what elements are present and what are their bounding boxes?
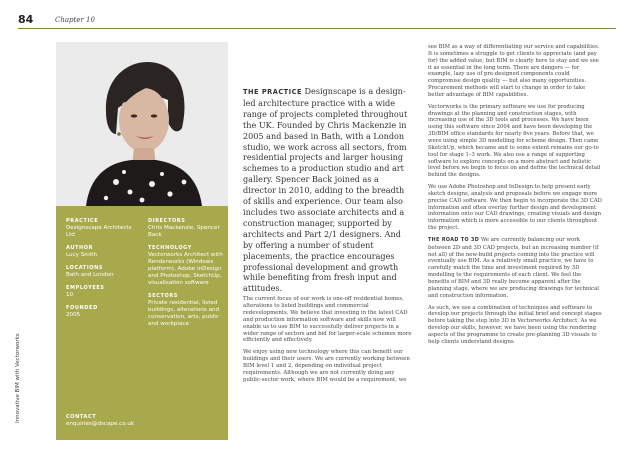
body-paragraph: Vectorworks is the primary software we use for producing drawings at the planning and construction stages, with increasing use of the 3D tools and processes. We have been using this software since 2004 and have been developing the 3D/BIM office standards for nearly five years. Before that, we were using simple 3D modelling for scheme design. Then came SketchUp, which became and to some extent remains our go-to tool for stage 1–3 work. We also use a range of supporting software to explore concepts on a more abstract and holistic level before we begin to focus on and define the technical detail behind the designs. bbox=[428, 103, 601, 179]
locations-label: LOCATIONS bbox=[66, 265, 104, 271]
sectors-value: Private residential, listed buildings, alterations and conservation, arts, public and workplace bbox=[148, 300, 220, 327]
founded-value: 2005 bbox=[66, 312, 81, 318]
directors-value: Chris Mackenzie, Spencer Back bbox=[148, 225, 220, 238]
header-rule bbox=[18, 28, 616, 29]
contact-email[interactable]: enquiries@dscape.co.uk bbox=[66, 421, 135, 427]
directors-label: DIRECTORS bbox=[148, 218, 186, 224]
page-number: 84 bbox=[18, 13, 34, 26]
body-paragraph: We use Adobe Photoshop and InDesign to help present early sketch designs, analysis and proposals before we engage more precise CAD software. We then begin to incorporate the 3D CAD information and often overlay further design and development information onto our CAD drawings, creating visuals and design information which is more accessible to our clients throughout the project. bbox=[428, 184, 602, 232]
road-to-3d-paragraph bbox=[428, 237, 602, 300]
contact-label: CONTACT bbox=[66, 414, 97, 420]
profile-panel bbox=[56, 42, 228, 440]
intro-text: Designscape is a design-led architecture practice with a wide range of projects completed throughout the UK. Founded by Chris Mackenzie in 2005 and based in Bath, with a London studio, we work across all sectors, from residential projects and larger housing schemes to a production studio and art gallery. Spencer Back joined as a director in 2010, adding to the breadth of skills and experience. Our team also includes two associate architects and a construction manager, supported by architects and Part 2/1 designers. And by offering a number of student placements, the practice encourages professional development and growth while benefiting from fresh input and attitudes. bbox=[243, 86, 408, 294]
locations-value: Bath and London bbox=[66, 272, 114, 278]
body-paragraph: The current focus of our work is one-off residential homes, alterations to listed buildings and commercial redevelopments. We believe that investing in the latest CAD and production information software and skills now will enable us to use BIM to successfully deliver projects in a wider range of sectors and bid for larger-scale schemes more efficiently and effectively. bbox=[243, 296, 412, 344]
contact-block bbox=[66, 408, 222, 428]
intro-paragraph bbox=[243, 86, 413, 294]
running-side-title: Innovative BIM with Vectorworks bbox=[15, 333, 21, 423]
founded-label: FOUNDED bbox=[66, 305, 98, 311]
practice-label: PRACTICE bbox=[66, 218, 99, 224]
employees-label: EMPLOYEES bbox=[66, 285, 105, 291]
body-paragraph: see BIM as a way of differentiating our service and capabilities. It is sometimes a struggle to get clients to appreciate (and pay for) the added value, but BIM is clearly here to stay and we see it as essential in the long term. There are dangers — for example, lazy use of pre-designed components could compromise design quality — but also many opportunities. Procurement methods will start to change in order to take better advantage of BIM capabilities. bbox=[428, 44, 600, 98]
author-value: Lucy Smith bbox=[66, 252, 98, 258]
technology-label: TECHNOLOGY bbox=[148, 245, 192, 251]
profile-column-left bbox=[66, 212, 138, 319]
employees-value: 10 bbox=[66, 292, 74, 298]
body-column-3 bbox=[428, 44, 602, 351]
body-paragraph: As such, we use a combination of techniques and software to develop our projects through the initial brief and concept stages before taking the step into 3D in Vectorworks Architect. As we develop our skills, however, we have been using the rendering aspects of the programme to create pre-planning 3D visuals to help clients understand designs. bbox=[428, 304, 602, 345]
road-lead: THE ROAD TO 3D bbox=[428, 237, 480, 243]
chapter-title: Chapter 10 bbox=[55, 16, 95, 24]
practice-value: Designscape Architects Ltd bbox=[66, 225, 132, 238]
author-label: AUTHOR bbox=[66, 245, 94, 251]
body-column-2 bbox=[243, 296, 413, 389]
body-paragraph: We enjoy using new technology where this can benefit our buildings and their users. We are currently working between BIM level 1 and 2, depending on individual project requirements. Although we are not currently doing any public-sector work, where BIM would be a requirement, we bbox=[243, 349, 410, 383]
road-text: We are currently balancing our work between 2D and 3D CAD projects, but an increasing number (if not all) of the new-build projects coming into the practice will eventually use BIM. As a relatively small practice, we have to carefully match the time and investment required by 3D modelling to the requirements of each client. We feel the benefits of BIM and 3D really become apparent after the planning stage, where we are producing drawings for technical and construction information. bbox=[428, 236, 599, 299]
sectors-label: SECTORS bbox=[148, 293, 178, 299]
portrait-photo bbox=[56, 42, 228, 206]
intro-lead: THE PRACTICE bbox=[243, 88, 302, 96]
author-portrait bbox=[56, 42, 228, 206]
technology-value: Vectorworks Architect with Renderworks (Windows platform), Adobe InDesign and Photoshop, SketchUp, visualisation software bbox=[148, 252, 223, 286]
profile-column-right bbox=[148, 212, 224, 328]
